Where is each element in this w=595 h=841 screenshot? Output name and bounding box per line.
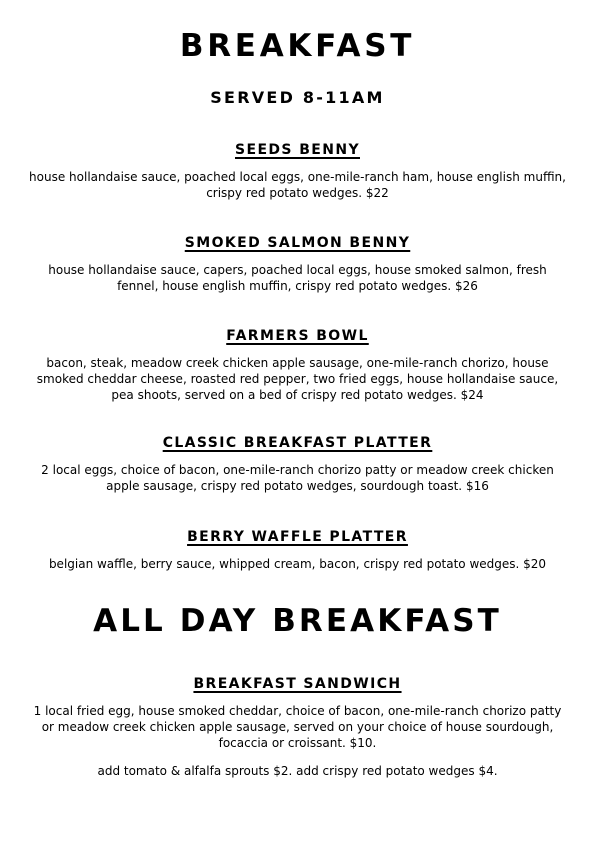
menu-item-description: belgian waffle, berry sauce, whipped cream, bacon, crispy red potato wedges. $20 <box>48 557 547 571</box>
menu-item-name: SEEDS BENNY <box>235 142 360 158</box>
served-hours: SERVED 8-11AM <box>210 88 385 107</box>
menu-item-description: house hollandaise sauce, poached local eggs, one-mile-ranch ham, house english muffin, crispy red potato wedges. $22 <box>29 170 566 200</box>
menu-item-seeds-benny <box>20 141 575 201</box>
menu-item-farmers-bowl <box>20 327 575 403</box>
menu-item-addons: add tomato & alfalfa sprouts $2. add crispy red potato wedges $4. <box>97 764 498 778</box>
menu-item-breakfast-sandwich <box>20 675 575 779</box>
menu-item-name: CLASSIC BREAKFAST PLATTER <box>162 435 433 451</box>
menu-item-berry-waffle-platter <box>20 528 575 572</box>
menu-item-description: 2 local eggs, choice of bacon, one-mile-ranch chorizo patty or meadow creek chicken apple sausage, crispy red potato wedges, sourdough toast. $16 <box>41 463 554 493</box>
section-title-all-day: ALL DAY BREAKFAST <box>93 603 502 639</box>
menu-item-description: 1 local fried egg, house smoked cheddar, choice of bacon, one-mile-ranch chorizo patty or meadow creek chicken apple sausage, served on your choice of house sourdough, focaccia or croissant. $10. <box>33 704 562 750</box>
menu-item-name: BERRY WAFFLE PLATTER <box>187 529 408 545</box>
menu-item-description: bacon, steak, meadow creek chicken apple sausage, one-mile-ranch chorizo, house smoked cheddar cheese, roasted red pepper, two fried eggs, house hollandaise sauce, pea shoots, served on a bed of crispy red potato wedges. $24 <box>36 356 559 402</box>
page-title: BREAKFAST <box>179 28 416 64</box>
menu-item-name: SMOKED SALMON BENNY <box>184 235 411 251</box>
menu-item-name: BREAKFAST SANDWICH <box>193 676 402 692</box>
menu-item-classic-breakfast-platter <box>20 434 575 494</box>
menu-item-name: FARMERS BOWL <box>226 328 369 344</box>
menu-item-smoked-salmon-benny <box>20 234 575 294</box>
menu-item-description: house hollandaise sauce, capers, poached local eggs, house smoked salmon, fresh fennel, house english muffin, crispy red potato wedges. $26 <box>48 263 547 293</box>
